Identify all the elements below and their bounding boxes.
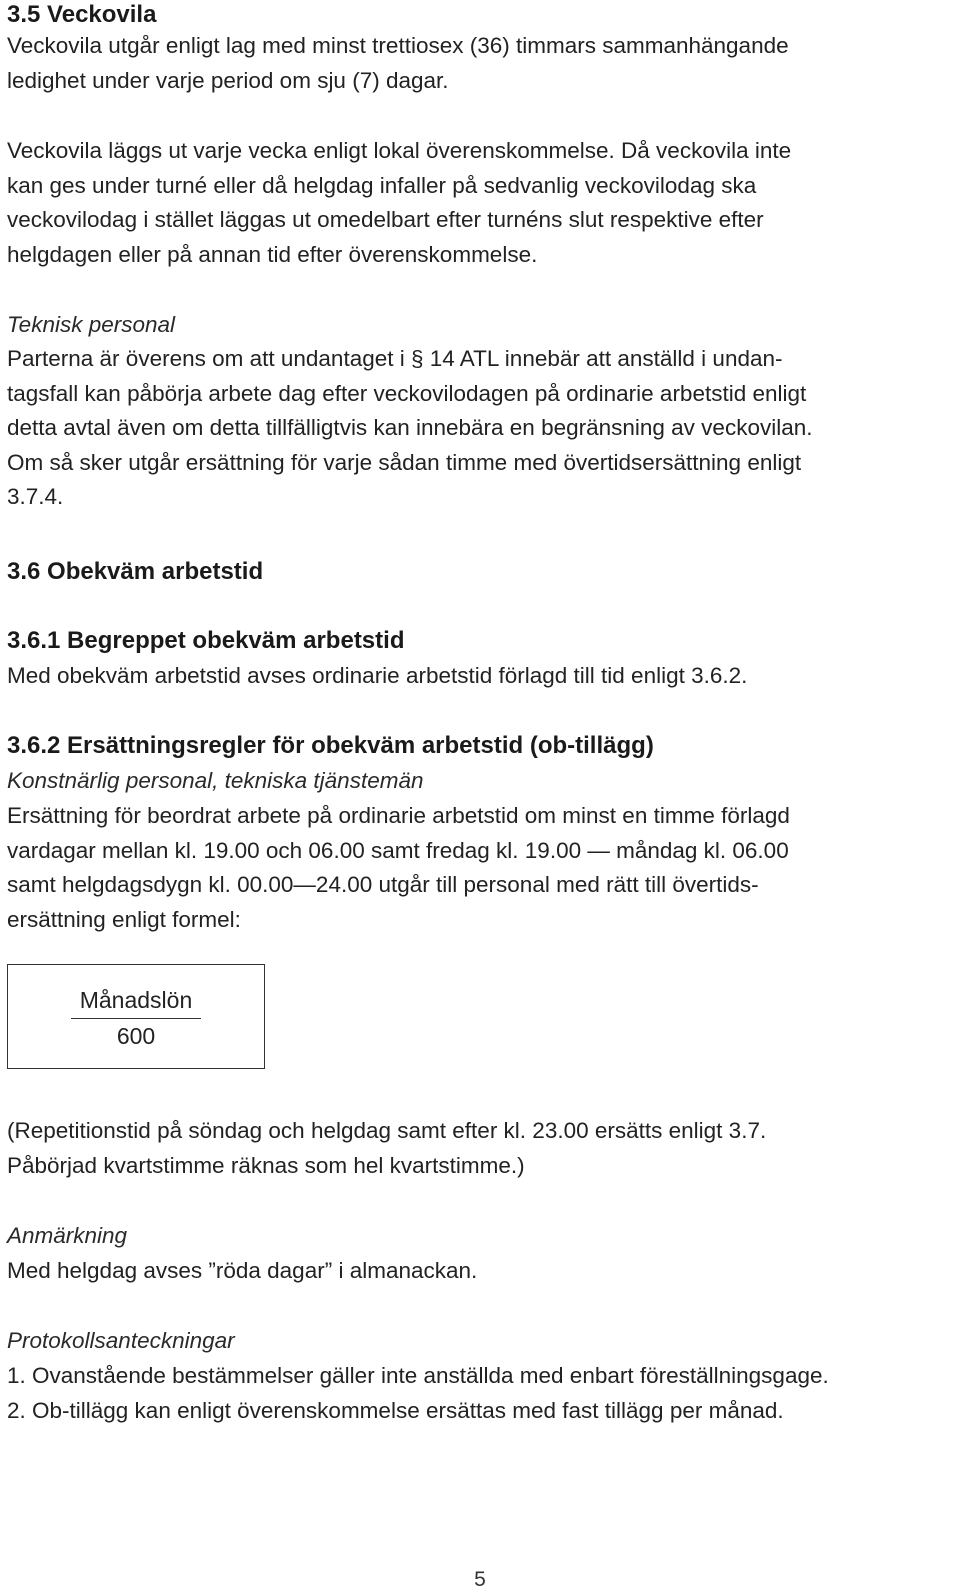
formula-box — [7, 964, 265, 1069]
section-heading-3-6: 3.6 Obekväm arbetstid — [7, 558, 264, 585]
text-line: Veckovila utgår enligt lag med minst trettiosex (36) timmars sammanhängande — [7, 33, 789, 58]
label-teknisk-personal: Teknisk personal — [7, 312, 176, 337]
paragraph-veckovila-2 — [7, 134, 953, 272]
paragraph-3-6-1: Med obekväm arbetstid avses ordinarie arbetstid förlagd till tid enligt 3.6.2. — [7, 663, 748, 688]
text-line: ersättning enligt formel: — [7, 906, 241, 932]
formula-numerator: Månadslön — [79, 987, 193, 1013]
text-line: samt helgdagsdygn kl. 00.00—24.00 utgår till personal med rätt till övertids- — [7, 872, 759, 897]
paragraph-repetitionstid — [7, 1114, 953, 1183]
label-anmarkning: Anmärkning — [7, 1223, 128, 1248]
label-konstnarlig-personal: Konstnärlig personal, tekniska tjänstemän — [7, 768, 424, 793]
text-line: Om så sker utgår ersättning för varje sådan timme med övertidsersättning enligt — [7, 449, 802, 475]
text-line: Ersättning för beordrat arbete på ordinarie arbetstid om minst en timme förlagd — [7, 803, 790, 828]
text-line: kan ges under turné eller då helgdag infaller på sedvanlig veckovilodag ska — [7, 172, 757, 198]
paragraph-3-6-2 — [7, 799, 953, 937]
text-line: 3.7.4. — [7, 484, 64, 509]
paragraph-veckovila-1 — [7, 29, 953, 98]
list-item: 2. Ob-tillägg kan enligt överenskommelse ersättas med fast tillägg per månad. — [7, 1397, 784, 1423]
text-line: helgdagen eller på annan tid efter överenskommelse. — [7, 241, 538, 267]
subsection-heading-3-6-1: 3.6.1 Begreppet obekväm arbetstid — [7, 627, 405, 654]
paragraph-teknisk-personal — [7, 342, 953, 515]
page-number: 5 — [474, 1568, 486, 1591]
paragraph-anmarkning: Med helgdag avses ”röda dagar” i almanackan. — [7, 1258, 478, 1283]
text-line: Påbörjad kvartstimme räknas som hel kvartstimme.) — [7, 1152, 525, 1178]
text-line: detta avtal även om detta tillfälligtvis kan innebära en begränsning av veckovilan. — [7, 415, 813, 440]
text-line: Parterna är överens om att undantaget i § 14 ATL innebär att anställd i undan- — [7, 346, 783, 371]
text-line: veckovilodag i stället läggas ut omedelbart efter turnéns slut respektive efter — [7, 207, 764, 232]
subsection-heading-3-6-2: 3.6.2 Ersättningsregler för obekväm arbetstid (ob-tillägg) — [7, 732, 654, 759]
text-line: (Repetitionstid på söndag och helgdag samt efter kl. 23.00 ersätts enligt 3.7. — [7, 1118, 767, 1143]
text-line: ledighet under varje period om sju (7) dagar. — [7, 67, 449, 93]
list-item: 1. Ovanstående bestämmelser gäller inte anställda med enbart föreställningsgage. — [7, 1363, 829, 1388]
text-line: vardagar mellan kl. 19.00 och 06.00 samt fredag kl. 19.00 — måndag kl. 06.00 — [7, 837, 789, 863]
text-line: tagsfall kan påbörja arbete dag efter veckovilodagen på ordinarie arbetstid enligt — [7, 380, 807, 406]
label-protokollsanteckningar: Protokollsanteckningar — [7, 1328, 235, 1353]
formula-denominator: 600 — [116, 1023, 156, 1049]
fraction-line — [71, 1018, 201, 1019]
list-protokollsanteckningar — [7, 1359, 953, 1428]
section-heading-3-5: 3.5 Veckovila — [7, 1, 157, 28]
text-line: Veckovila läggs ut varje vecka enligt lokal överenskommelse. Då veckovila inte — [7, 138, 792, 163]
